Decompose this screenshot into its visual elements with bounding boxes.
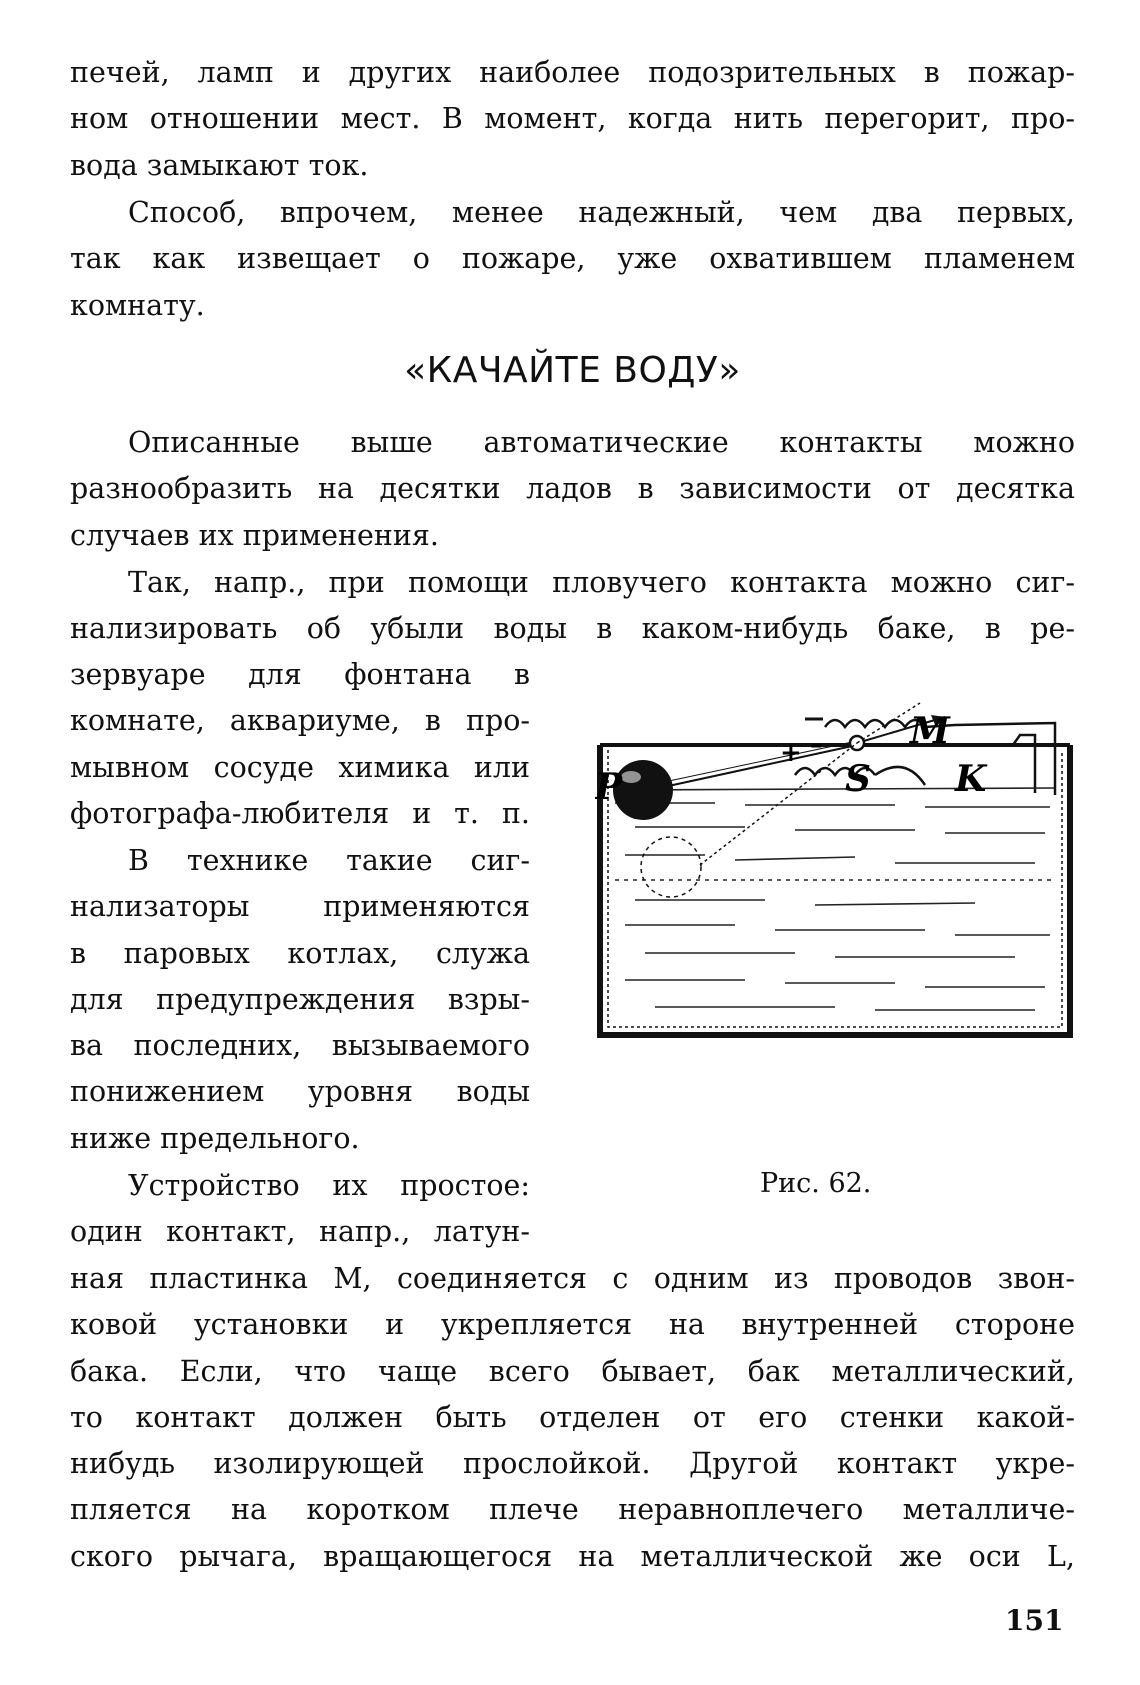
paragraph-automatic-contacts xyxy=(70,420,1075,559)
paragraph-boiler-signals xyxy=(70,838,530,1162)
label-minus: – xyxy=(810,730,823,760)
text-line: пляется на коротком плече неравноплечего металличе- xyxy=(70,1493,1075,1527)
text-line: ном отношении мест. В момент, когда нить перегорит, про- xyxy=(70,102,1075,136)
text-line: фотографа-любителя и т. п. xyxy=(70,796,530,830)
text-line: для предупреждения взры- xyxy=(70,982,530,1016)
float-lever xyxy=(613,703,945,897)
text-line: ниже предельного. xyxy=(70,1121,360,1155)
text-line: Так, напр., при помощи пловучего контакта можно сиг- xyxy=(128,566,1075,599)
text-line: нализаторы применяются xyxy=(70,890,530,924)
text-line: нализировать об убыли воды в каком-нибудь баке, в ре- xyxy=(70,612,1075,646)
text-line: один контакт, напр., латун- xyxy=(70,1215,530,1249)
section-heading: «КАЧАЙТЕ ВОДУ» xyxy=(404,350,741,391)
text-line: ва последних, вызываемого xyxy=(70,1029,530,1063)
paragraph-float-contact xyxy=(70,560,1075,653)
text-line: то контакт должен быть отделен от его стенки какой- xyxy=(70,1400,1075,1434)
label-m: M xyxy=(910,710,950,752)
water xyxy=(615,788,1055,1010)
label-k: K xyxy=(955,758,987,800)
text-line: В технике такие сиг- xyxy=(128,844,530,877)
text-line: Описанные выше автоматические контакты можно xyxy=(128,426,1075,459)
figure-caption: Рис. 62. xyxy=(760,1168,872,1199)
text-line: случаев их применения. xyxy=(70,518,439,552)
text-line: Устройство их простое: xyxy=(128,1169,530,1202)
text-line: комнату. xyxy=(70,288,205,322)
label-s: S xyxy=(845,758,871,800)
label-plus: + xyxy=(780,738,802,768)
text-line: в паровых котлах, служа xyxy=(70,936,530,970)
text-line: ная пластинка М, соединяется с одним из проводов звон- xyxy=(70,1262,1075,1295)
text-line: так как извещает о пожаре, уже охватившем пламенем xyxy=(70,242,1075,276)
text-line: печей, ламп и других наиболее подозрительных в пожар- xyxy=(70,56,1075,89)
text-line: ковой установки и укрепляется на внутренней стороне xyxy=(70,1308,1075,1342)
text-line: Способ, впрочем, менее надежный, чем два первых, xyxy=(128,196,1075,229)
text-line: мывном сосуде химика или xyxy=(70,750,530,784)
page-number: 151 xyxy=(1005,1604,1064,1637)
text-line: понижением уровня воды xyxy=(70,1075,530,1109)
text-line: зервуаре для фонтана в xyxy=(70,658,530,691)
label-p: P xyxy=(595,766,623,808)
text-line: вода замыкают ток. xyxy=(70,148,369,182)
float-ball-lowered xyxy=(641,837,701,897)
text-line: ского рычага, вращающегося на металлической же оси L, xyxy=(70,1539,1075,1573)
text-line: бака. Если, что чаще всего бывает, бак металлический, xyxy=(70,1354,1075,1388)
paragraph-device-structure-narrow xyxy=(70,1163,530,1256)
paragraph-fire-alarm-end xyxy=(70,50,1075,189)
paragraph-device-structure xyxy=(70,1256,1075,1580)
paragraph-method-reliability xyxy=(70,190,1075,329)
figure-62-float-alarm xyxy=(595,695,1080,1125)
paragraph-float-contact-narrow xyxy=(70,652,530,837)
wire-lower xyxy=(875,767,925,785)
text-line: нибудь изолирующей прослойкой. Другой контакт укре- xyxy=(70,1447,1075,1481)
text-line: комнате, аквариуме, в про- xyxy=(70,704,530,738)
text-line: разнообразить на десятки ладов в зависимости от десятка xyxy=(70,472,1075,506)
